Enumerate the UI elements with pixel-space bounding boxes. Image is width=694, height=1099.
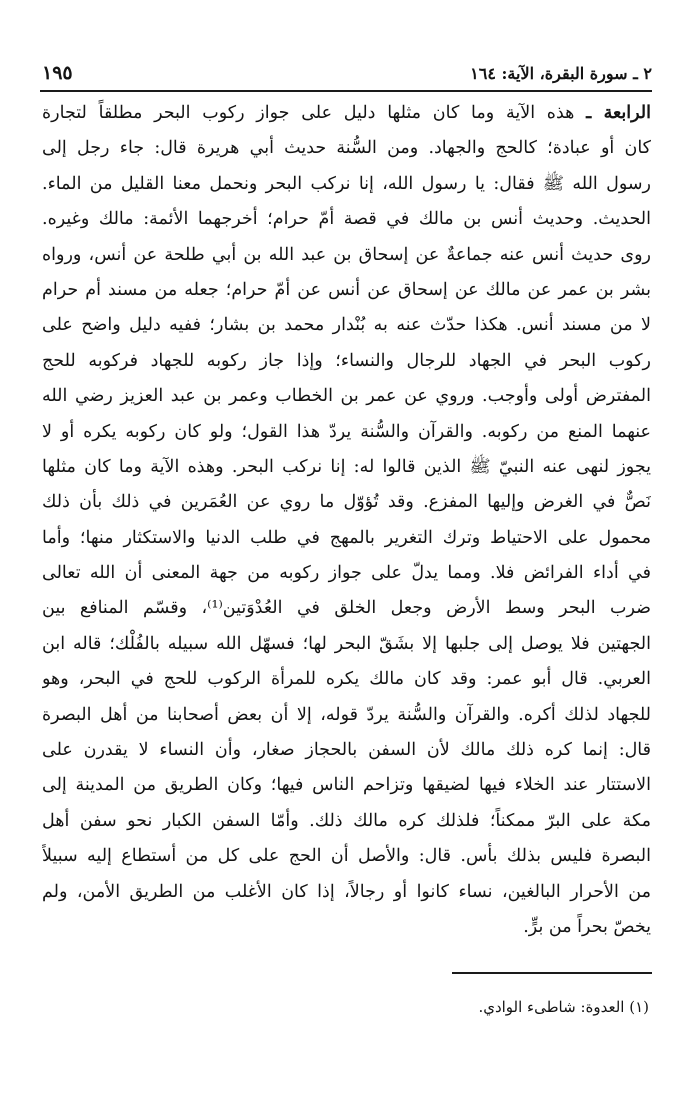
text-line: ضرب البحر وسط الأرض وجعل الخلق في العُدْوَتين⁽¹⁾، وقسّم المنافع بين [42, 598, 651, 619]
text-line: العربي. قال أبو عمر: وقد كان مالك يكره للمرأة الركوب للحج في البحر، وهو [42, 669, 651, 690]
page-header [40, 62, 652, 90]
header-rule [40, 90, 652, 92]
text-line: من الأحرار البالغين، نساء كانوا أو رجالاً، إذا كان الأغلب من الطريق الأمن، ولم [42, 881, 651, 902]
text-line: يجوز لنهى عنه النبيّ ﷺ الذين قالوا له: إنا نركب البحر. وهذه الآية وما كان مثلها [42, 456, 651, 477]
running-title: ٢ ـ سورة البقرة، الآية: ١٦٤ [470, 64, 652, 83]
page-number: ١٩٥ [42, 62, 73, 84]
text-line: للجهاد لذلك أكره. والقرآن والسُّنة يردّ قوله، إلا أن بعض أصحابنا من أهل البصرة [42, 704, 651, 725]
text-line: روى حديث أنس عنه جماعةٌ عن إسحاق بن عبد الله بن أبي طلحة عن أنس، ورواه [42, 244, 651, 265]
footnote-rule [452, 972, 652, 974]
text-line: الرابعة ـ هذه الآية وما كان مثلها دليل على جواز ركوب البحر مطلقاً لتجارة [42, 103, 651, 123]
text-line: لا من مسند أنس. هكذا حدّث عنه به بُنْدار محمد بن بشار؛ ففيه دليل واضح على [42, 315, 651, 336]
footnote: (١) العدوة: شاطىء الوادي. [478, 998, 649, 1016]
text-line: الحديث. وحديث أنس بن مالك في قصة أمّ حرام؛ أخرجهما الأئمة: مالك وغيره. [42, 209, 651, 230]
text-line: في أداء الفرائض فلا. ومما يدلّ على جواز ركوبه من جهة المعنى أن الله تعالى [42, 563, 651, 584]
text-line: الجهتين فلا يوصل إلى جلبها إلا بشَقّ البحر لها؛ فسهّل الله سبيله بالفُلْك؛ قاله ابن [42, 633, 651, 654]
text-line: بشر بن عمر عن مالك عن إسحاق عن أنس عن أمّ حرام؛ جعله من مسند أم حرام [42, 279, 651, 300]
text-line: عنهما المنع من ركوبه. والقرآن والسُّنة يردّ هذا القول؛ ولو كان ركوبه يكره أو لا [42, 421, 651, 442]
text-line: يخصّ بحراً من برٍّ. [523, 916, 651, 937]
text-line: قال: إنما كره ذلك مالك لأن السفن بالحجاز صغار، وأن النساء لا يقدرن على [42, 740, 651, 761]
text-line: نَصٌّ في الغرض وإليها المفزع. وقد تُؤوّل ما روي عن العُمَرين في ذلك بأن ذلك [42, 492, 651, 513]
text-line: مكة على البرّ ممكناً؛ فلذلك كره مالك ذلك. وأمّا السفن الكبار نحو سفن أهل [42, 810, 651, 831]
text-line: البصرة فليس بذلك بأس. قال: والأصل أن الحج على كل من أستطاع إليه سبيلاً [42, 846, 651, 867]
text-line: الاستتار عند الخلاء فيها لضيقها وتزاحم الناس فيها؛ وكان الطريق من المدينة إلى [42, 775, 651, 796]
text-line: كان أو عبادة؛ كالحج والجهاد. ومن السُّنة حديث أبي هريرة قال: جاء رجل إلى [42, 138, 651, 159]
main-text [42, 96, 651, 945]
text-line: رسول الله ﷺ فقال: يا رسول الله، إنا نركب البحر ونحمل معنا القليل من الماء. [42, 173, 651, 194]
text-line: ركوب البحر في الجهاد للرجال والنساء؛ وإذا جاز ركوبه للجهاد فركوبه للحج [42, 350, 651, 371]
text-line: المفترض أولى وأوجب. وروي عن عمر بن الخطاب وعمر بن عبد العزيز رضي الله [42, 386, 651, 407]
text-line: محمول على الاحتياط وترك التغرير بالمهج في طلب الدنيا والاستكثار منها؛ وأما [42, 527, 651, 548]
section-lead: الرابعة ـ [586, 103, 651, 123]
